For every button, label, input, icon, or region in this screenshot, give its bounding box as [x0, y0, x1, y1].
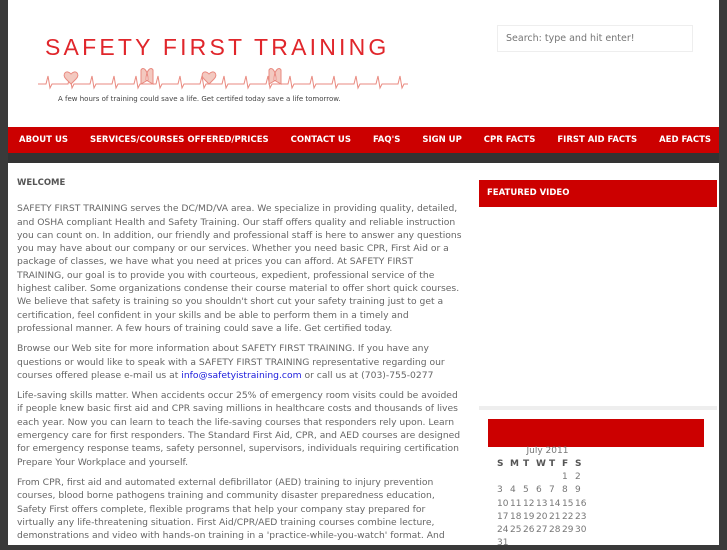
calendar-day: 31 — [497, 538, 509, 549]
calendar-day-header: F — [562, 458, 569, 469]
calendar-day: 25 — [510, 525, 522, 536]
calendar-week — [497, 470, 588, 483]
calendar-day — [497, 470, 510, 483]
calendar-day: 1 — [562, 471, 568, 482]
nav-sign-up[interactable]: SIGN UP — [422, 135, 462, 145]
calendar-widget — [497, 446, 588, 550]
calendar-day: 14 — [549, 498, 561, 509]
calendar-day: 4 — [510, 485, 516, 496]
nav-aed-facts[interactable]: AED FACTS — [659, 135, 712, 145]
sidebar-divider — [479, 406, 717, 410]
calendar-day-header: W — [536, 458, 546, 469]
calendar-day: 3 — [497, 485, 503, 496]
calendar-day: 22 — [562, 511, 574, 522]
calendar-day: 17 — [497, 511, 509, 522]
calendar-day — [523, 537, 536, 550]
calendar-day-header: M — [510, 458, 519, 469]
nav-faqs[interactable]: FAQ'S — [372, 135, 401, 145]
calendar-day — [510, 537, 523, 550]
main-nav — [8, 127, 719, 153]
nav-about-us[interactable]: ABOUT US — [19, 135, 68, 145]
paragraph-contact: Browse our Web site for more information about SAFETY FIRST TRAINING. If you have any questions or would like to speak with a SAFETY FIRST TRAINING representative regarding our courses offered please e-mail us at info@safetyistraining.com or call us at (703)-755-0277 — [17, 343, 445, 381]
calendar-day — [549, 537, 562, 550]
calendar-day: 19 — [523, 511, 535, 522]
nav-first-aid-facts[interactable]: FIRST AID FACTS — [557, 135, 638, 145]
calendar-day: 30 — [575, 525, 587, 536]
calendar-week — [497, 510, 588, 523]
calendar-day: 9 — [575, 485, 581, 496]
calendar-day: 10 — [497, 498, 509, 509]
ecg-heart-lungs-logo-graphic — [38, 62, 408, 92]
calendar-week — [497, 497, 588, 510]
calendar-widget-header — [488, 419, 704, 447]
calendar-day-header: T — [549, 458, 556, 469]
calendar-day: 13 — [536, 498, 548, 509]
nav-contact-us[interactable]: CONTACT US — [290, 135, 351, 145]
calendar-day-header: S — [575, 458, 582, 469]
calendar-day: 24 — [497, 525, 509, 536]
calendar-week — [497, 537, 588, 550]
calendar-day: 21 — [549, 511, 561, 522]
calendar-day: 28 — [549, 525, 561, 536]
main-content — [17, 177, 463, 549]
calendar-day: 27 — [536, 525, 548, 536]
calendar-day: 8 — [562, 485, 568, 496]
calendar-day: 2 — [575, 471, 581, 482]
calendar-day: 23 — [575, 511, 587, 522]
paragraph-life-saving: Life-saving skills matter. When accidents occur 25% of emergency room visits could be avoided if people knew basic first aid and CPR saving millions in healthcare costs and thousands of lives each year. Now you can learn to teach the life-saving courses that responders rely upon. Learn emergency care for first responders. The Standard First Aid, CPR, and AED courses are designed for emergency response teams, safety personnel, supervisors, individuals requiring certification Prepare Your Workplace and yourself. — [17, 390, 461, 468]
calendar-day: 12 — [523, 498, 535, 509]
sidebar — [479, 180, 717, 207]
calendar-day: 26 — [523, 525, 535, 536]
calendar-day — [536, 537, 549, 550]
calendar-day — [536, 470, 549, 483]
search-input[interactable] — [497, 25, 693, 52]
page — [8, 0, 719, 549]
calendar-day: 18 — [510, 511, 522, 522]
calendar-day: 16 — [575, 498, 587, 509]
calendar-caption: July 2011 — [526, 446, 569, 456]
calendar-day — [562, 537, 575, 550]
page-heading: WELCOME — [17, 178, 66, 188]
email-link[interactable]: info@safetyistraining.com — [181, 369, 302, 381]
calendar-day — [575, 537, 588, 550]
nav-services-courses-prices[interactable]: SERVICES/COURSES OFFERED/PRICES — [89, 135, 269, 145]
calendar-day: 6 — [536, 485, 542, 496]
calendar-day: 7 — [549, 485, 555, 496]
site-title[interactable]: SAFETY FIRST TRAINING — [45, 34, 390, 60]
calendar-day — [510, 470, 523, 483]
paragraph-programs: From CPR, first aid and automated external defibrillator (AED) training to injury prevention courses, blood borne pathogens training and community disaster preparedness education, Safety First offers complete, flexible programs that help your company stay prepared for virtually any life-threatening situation. First Aid/CPR/AED training courses combine lecture, demonstrations and video with hands-on training in a 'practice-while-you-watch' format. And — [17, 476, 445, 542]
calendar-day-header: S — [497, 458, 504, 469]
nav-cpr-facts[interactable]: CPR FACTS — [483, 135, 536, 145]
tagline: A few hours of training could save a life. Get certifed today save a life tomorrow. — [58, 95, 341, 103]
calendar-day-header: T — [523, 458, 530, 469]
calendar-day — [549, 470, 562, 483]
calendar-week — [497, 523, 588, 536]
paragraph-intro: SAFETY FIRST TRAINING serves the DC/MD/VA area. We specialize in providing quality, detailed, and OSHA compliant Health and Safety Training. Our staff offers quality and reliable instruction you can count on. In addition, our friendly and professional staff is here to answer any questions you may have about our company or our services. Whether you need basic CPR, First Aid or a package of classes, we have what you need at prices you can afford. At SAFETY FIRST TRAINING, our goal is to provide you with courteous, expedient, professional service of the highest caliber. Some organizations condense their course material to offer short quick courses. We believe that safety is training so you shouldn't short cut your safety training just to get a certification, feel confident in your skills and be able to perform them in a timely and professional manner. A few hours of training could save a life. Get certified today. — [17, 203, 462, 334]
calendar-day: 11 — [510, 498, 522, 509]
calendar-day: 20 — [536, 511, 548, 522]
nav-sub-strip — [8, 153, 719, 163]
calendar-table — [497, 457, 588, 550]
calendar-day — [523, 470, 536, 483]
calendar-day: 5 — [523, 485, 529, 496]
calendar-day: 29 — [562, 525, 574, 536]
calendar-week — [497, 484, 588, 497]
featured-video-heading: FEATURED VIDEO — [479, 180, 717, 207]
calendar-day: 15 — [562, 498, 574, 509]
